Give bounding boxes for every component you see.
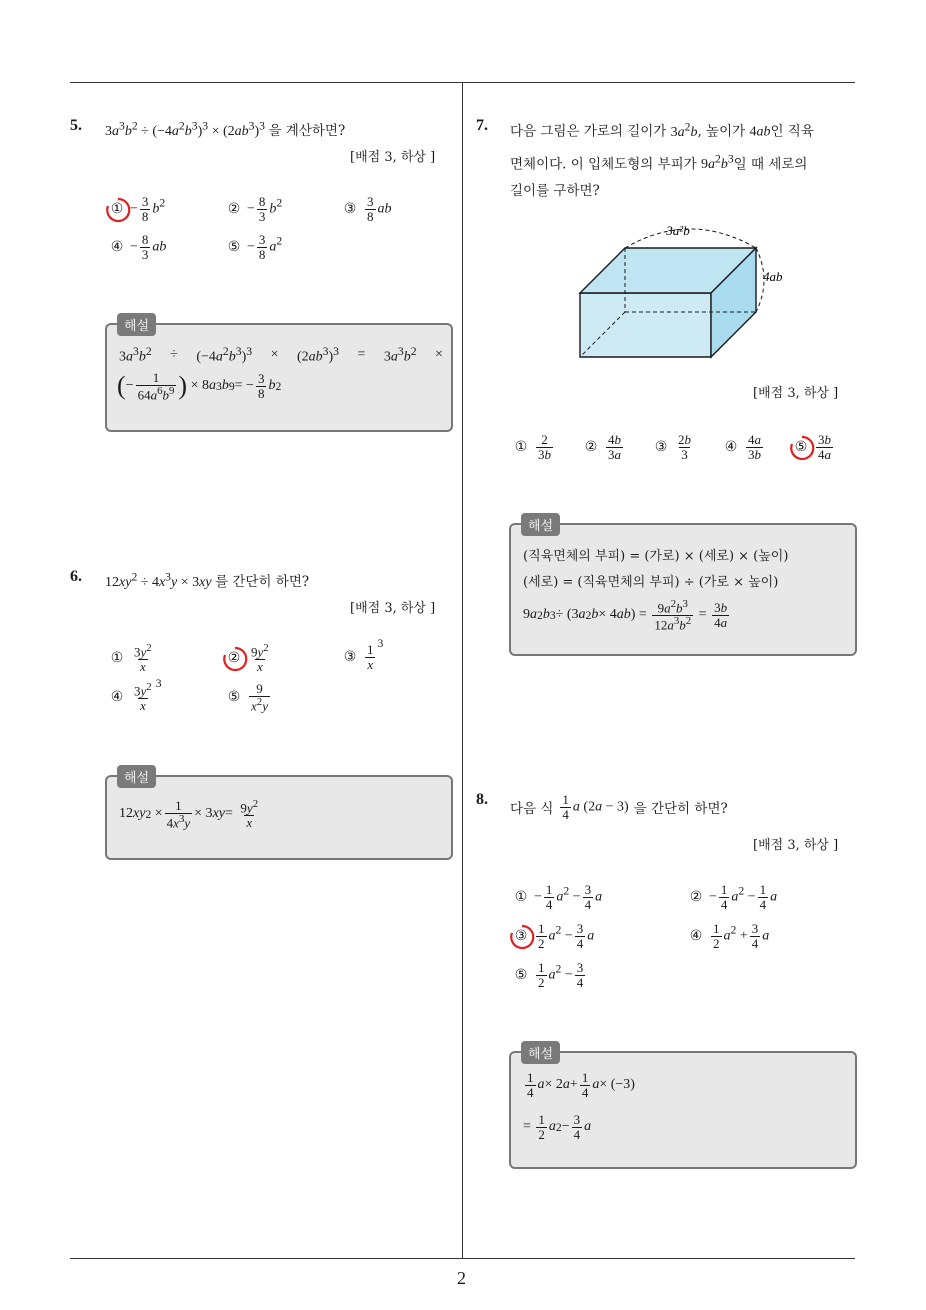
option-number: ②: [225, 650, 243, 666]
explanation-tag: 해설: [117, 765, 156, 788]
q6-number: 6.: [70, 568, 82, 585]
option-number: ④: [689, 928, 703, 945]
q6-option-5[interactable]: ⑤ $\frac{9}{x^2y}$: [225, 682, 272, 713]
q6-option-1[interactable]: ① $\frac{3y^2}{x}$: [108, 643, 156, 674]
q7-expl-line-2: (세로) = (직육면체의 부피) ÷ (가로 × 높이): [523, 575, 779, 590]
option-number: ①: [514, 439, 528, 456]
option-number: ①: [108, 201, 126, 217]
option-number: ⑤: [514, 967, 528, 984]
q6-score: [배점 3, 하상 ]: [350, 601, 436, 616]
q5-expl-line-1: $3a^3b^2$ ÷ $(-4a^2b^3)^3$ × $(2ab^3)^3$ = $3a^3b^2$ ×: [119, 345, 443, 365]
explanation-tag: 해설: [521, 1041, 560, 1064]
answer-circle-icon: [105, 197, 131, 223]
option-number: ④: [110, 689, 124, 706]
q7-score: [배점 3, 하상 ]: [753, 386, 839, 401]
q6-option-4[interactable]: ④ $\frac{3y^2}{x}$ $^3$: [108, 682, 162, 713]
q5-explanation-box: [105, 319, 453, 432]
q5-text: 을 계산하면?: [268, 123, 346, 139]
q6-text: 를 간단히 하면?: [215, 574, 310, 590]
q7-option-2[interactable]: ② $\frac{4b}{3a}$: [582, 433, 625, 461]
q5-score: [배점 3, 하상 ]: [350, 150, 436, 165]
q7-number: 7.: [476, 117, 488, 134]
option-number: ⑤: [227, 239, 241, 256]
option-number: ④: [724, 439, 738, 456]
q8-score: [배점 3, 하상 ]: [753, 838, 839, 853]
option-number: ③: [343, 201, 357, 218]
q7-option-3[interactable]: ③ $\frac{2b}{3}$: [652, 433, 695, 461]
q8-expl-line-1: $\frac{1}{4}$ a × 2 a + $\frac{1}{4}$ a × (−3): [527, 1070, 635, 1100]
option-number: ②: [689, 889, 703, 906]
q5-option-2[interactable]: ② − $\frac{8}{3}$ $b^2$: [225, 195, 282, 223]
option-number: ③: [343, 649, 357, 666]
bottom-rule: [70, 1258, 855, 1259]
option-number: ②: [227, 201, 241, 218]
answer-circle-icon: [222, 646, 248, 672]
q7-explanation-box: [509, 519, 857, 656]
q5-option-4[interactable]: ④ − $\frac{8}{3}$ ab: [108, 233, 166, 261]
q7-option-1[interactable]: ① $\frac{2}{3b}$: [512, 433, 555, 461]
explanation-tag: 해설: [521, 513, 560, 536]
q5-number: 5.: [70, 117, 82, 134]
q8-option-2[interactable]: ② − $\frac{1}{4}$ $a^2$ − $\frac{1}{4}$ a: [687, 883, 777, 911]
q8-number: 8.: [476, 791, 488, 808]
option-number: ⑤: [227, 689, 241, 706]
q8-option-3[interactable]: ③ $\frac{1}{2}$ $a^2$ − $\frac{3}{4}$ a: [512, 922, 594, 950]
option-number: ③: [654, 439, 668, 456]
answer-circle-icon: [509, 924, 535, 950]
q5-expression: $3a^3b^2 \div (-4a^2b^3)^3 \times (2ab^3)^3$ 을 계산하면?: [105, 119, 346, 139]
q7-expl-line-3: 9 a 2 b 3 ÷ (3 a 2 b × 4 ab ) = $\frac{9a^2b^3}{12a^3b^2}$ = $\frac{3b}{4a}$: [523, 598, 728, 633]
q8-explanation-box: [509, 1047, 857, 1169]
q8-option-5[interactable]: ⑤ $\frac{1}{2}$ $a^2$ − $\frac{3}{4}$: [512, 961, 587, 989]
q6-option-2[interactable]: ② $\frac{9y^2}{x}$: [225, 643, 273, 674]
q6-expression: $12xy^2 \div 4x^3y \times 3xy$ 를 간단히 하면?: [105, 570, 310, 590]
explanation-tag: 해설: [117, 313, 156, 336]
option-number: ①: [110, 650, 124, 667]
q8-text: 다음 식 $\frac{1}{4}$ a (2a − 3) 을 간단히 하면?: [510, 792, 728, 822]
option-number: ⑤: [792, 439, 810, 455]
q7-option-5[interactable]: ⑤ $\frac{3b}{4a}$: [792, 433, 835, 461]
q8-option-1[interactable]: ① − $\frac{1}{4}$ $a^2$ − $\frac{3}{4}$ a: [512, 883, 602, 911]
option-number: ③: [512, 928, 530, 944]
q7-figure-side-label: 4ab: [763, 269, 783, 284]
option-number: ①: [514, 889, 528, 906]
q7-option-4[interactable]: ④ $\frac{4a}{3b}$: [722, 433, 765, 461]
q7-expl-line-1: (직육면체의 부피) = (가로) × (세로) × (높이): [523, 549, 789, 564]
option-number: ②: [584, 439, 598, 456]
q5-option-1[interactable]: ① − $\frac{3}{8}$ $b^2$: [108, 195, 165, 223]
page-number: 2: [457, 1268, 466, 1288]
q6-option-3[interactable]: ③ $\frac{1}{x}$ $^3$: [341, 643, 383, 671]
q6-expl-line-1: 12 xy 2 × $\frac{1}{4x^3y}$ × 3 xy = $\frac{9y^2}{x}$: [119, 798, 259, 830]
column-divider: [462, 82, 463, 1259]
q7-figure-top-label: 3a²b: [666, 223, 690, 238]
q7-box-figure: [560, 215, 800, 365]
option-number: ④: [110, 239, 124, 256]
q6-explanation-box: [105, 771, 453, 860]
q5-option-3[interactable]: ③ $\frac{3}{8}$ ab: [341, 195, 392, 223]
q8-expl-line-2: = $\frac{1}{2}$ a 2 − $\frac{3}{4}$ a: [523, 1112, 592, 1142]
q5-option-5[interactable]: ⑤ − $\frac{3}{8}$ $a^2$: [225, 233, 282, 261]
answer-circle-icon: [789, 435, 815, 461]
q5-expl-line-2: ( − $\frac{1}{64a^6b^9}$ ) × 8 a 3 b 9 = − $\frac{3}{8}$ b 2: [117, 370, 282, 402]
q8-option-4[interactable]: ④ $\frac{1}{2}$ $a^2$ + $\frac{3}{4}$ a: [687, 922, 769, 950]
q7-text: 다음 그림은 가로의 길이가 $3a^2b$, 높이가 4ab인 직육 면체이다. 이 입체도형의 부피가 $9a^2b^3$일 때 세로의 길이를 구하면?: [510, 120, 814, 200]
